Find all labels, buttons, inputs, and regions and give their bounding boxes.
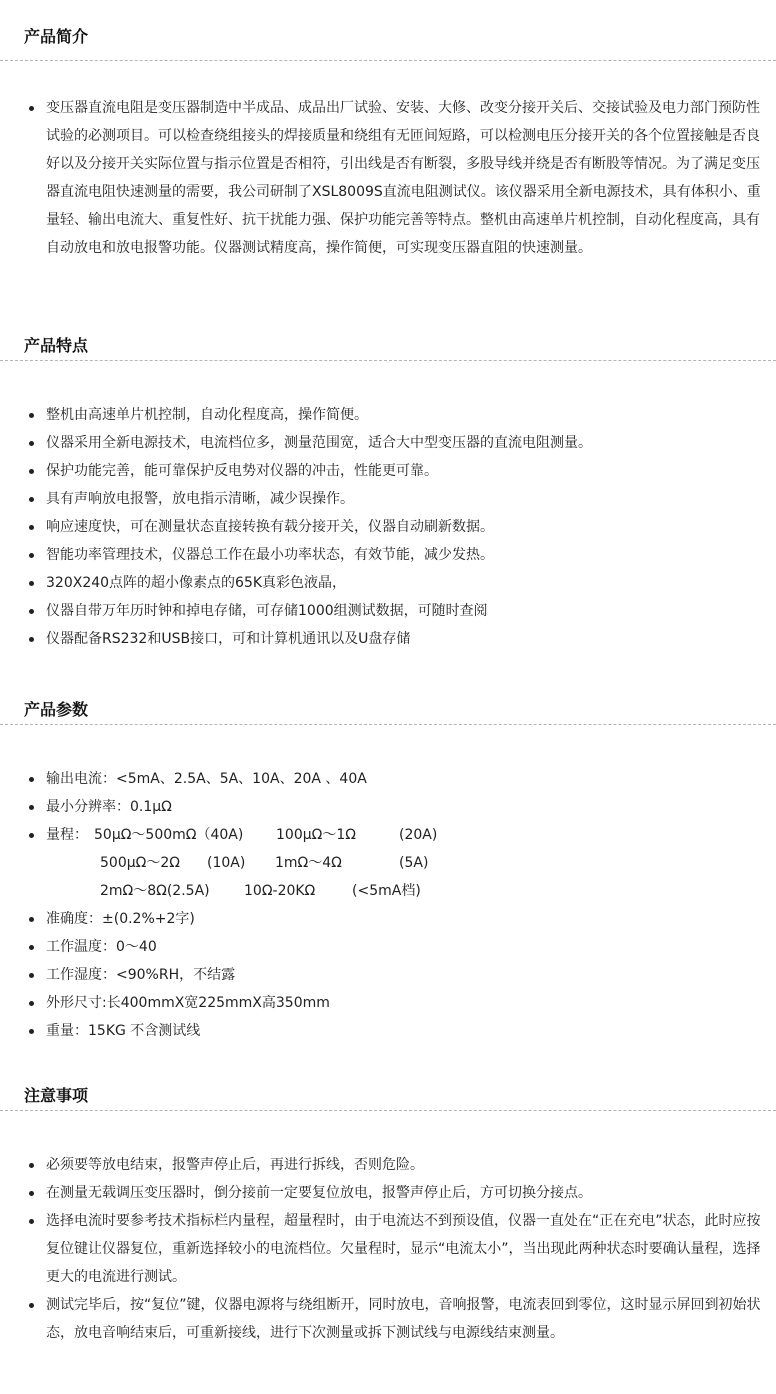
feature-item: 具有声响放电报警，放电指示清晰，减少误操作。	[26, 485, 770, 513]
param-output-current: 输出电流：<5mA、2.5A、5A、10A、20A 、40A	[26, 765, 770, 793]
feature-item: 仪器配备RS232和USB接口，可和计算机通讯以及U盘存储	[26, 625, 770, 653]
feature-item: 整机由高速单片机控制，自动化程度高，操作简便。	[26, 401, 770, 429]
range-value: 1mΩ～4Ω	[275, 855, 342, 871]
param-weight: 重量：15KG 不含测试线	[26, 1017, 770, 1045]
intro-paragraph: 变压器直流电阻是变压器制造中半成品、成品出厂试验、安装、大修、改变分接开关后、交接试验及电力部门预防性试验的必测项目。可以检查绕组接头的焊接质量和绕组有无匝间短路，可以检测电压分接开关的各个位置接触是否良好以及分接开关实际位置与指示位置是否相符，引出线是否有断裂，多股导线并绕是否有断股等情况。为了满足变压器直流电阻快速测量的需要，我公司研制了XSL8009S直流电阻测试仪。该仪器采用全新电源技术，具有体积小、重量轻、输出电流大、重复性好、抗干扰能力强、保护功能完善等特点。整机由高速单片机控制，自动化程度高，具有自动放电和放电报警功能。仪器测试精度高，操作简便，可实现变压器直阻的快速测量。	[26, 94, 770, 262]
range-row	[46, 821, 770, 849]
range-value: 10Ω-20KΩ	[244, 883, 316, 899]
param-range-continued	[26, 877, 770, 905]
range-label: 量程：	[46, 827, 88, 843]
range-row	[26, 849, 770, 877]
range-current: (20A)	[399, 827, 438, 843]
section-title-intro: 产品简介	[24, 27, 89, 46]
feature-item: 保护功能完善，能可靠保护反电势对仪器的冲击，性能更可靠。	[26, 457, 770, 485]
range-row	[26, 877, 770, 905]
param-dimensions: 外形尺寸:长400mmX宽225mmX高350mm	[26, 989, 770, 1017]
section-divider	[0, 1110, 776, 1111]
range-current: (<5mA档)	[352, 883, 421, 899]
range-value: 500μΩ～2Ω	[100, 855, 180, 871]
section-divider	[0, 724, 776, 725]
note-item: 必须要等放电结束，报警声停止后，再进行拆线，否则危险。	[26, 1151, 770, 1179]
feature-item: 智能功率管理技术，仪器总工作在最小功率状态，有效节能，减少发热。	[26, 541, 770, 569]
params-list	[26, 765, 770, 1045]
feature-item: 响应速度快，可在测量状态直接转换有载分接开关，仪器自动刷新数据。	[26, 513, 770, 541]
range-value: 2mΩ～8Ω(2.5A)	[100, 883, 210, 899]
param-resolution: 最小分辨率：0.1μΩ	[26, 793, 770, 821]
section-title-notes: 注意事项	[24, 1086, 89, 1105]
range-value: 100μΩ～1Ω	[276, 827, 356, 843]
note-item: 在测量无载调压变压器时，倒分接前一定要复位放电，报警声停止后，方可切换分接点。	[26, 1179, 770, 1207]
param-accuracy: 准确度：±(0.2%+2字)	[26, 905, 770, 933]
notes-list	[26, 1151, 770, 1347]
feature-item: 320X240点阵的超小像素点的65K真彩色液晶，	[26, 569, 770, 597]
feature-item: 仪器自带万年历时钟和掉电存储，可存储1000组测试数据，可随时查阅	[26, 597, 770, 625]
range-current: (10A)	[207, 855, 246, 871]
range-current: (5A)	[399, 855, 429, 871]
param-temperature: 工作温度：0～40	[26, 933, 770, 961]
param-humidity: 工作湿度：<90%RH，不结露	[26, 961, 770, 989]
section-title-features: 产品特点	[24, 336, 89, 355]
feature-item: 仪器采用全新电源技术，电流档位多，测量范围宽，适合大中型变压器的直流电阻测量。	[26, 429, 770, 457]
note-item: 选择电流时要参考技术指标栏内量程，超量程时，由于电流达不到预设值，仪器一直处在“正在充电”状态，此时应按复位键让仪器复位，重新选择较小的电流档位。欠量程时，显示“电流太小”，当出现此两种状态时要确认量程，选择更大的电流进行测试。	[26, 1207, 770, 1291]
param-range	[26, 821, 770, 849]
section-divider	[0, 360, 776, 361]
features-list	[26, 401, 770, 653]
intro-list	[26, 94, 770, 262]
param-range-continued	[26, 849, 770, 877]
section-title-params: 产品参数	[24, 700, 89, 719]
section-divider	[0, 60, 776, 61]
range-value: 50μΩ～500mΩ（40A)	[94, 827, 244, 843]
note-item: 测试完毕后，按“复位”键，仪器电源将与绕组断开，同时放电，音响报警，电流表回到零位，这时显示屏回到初始状态，放电音响结束后，可重新接线，进行下次测量或拆下测试线与电源线结束测量。	[26, 1291, 770, 1347]
